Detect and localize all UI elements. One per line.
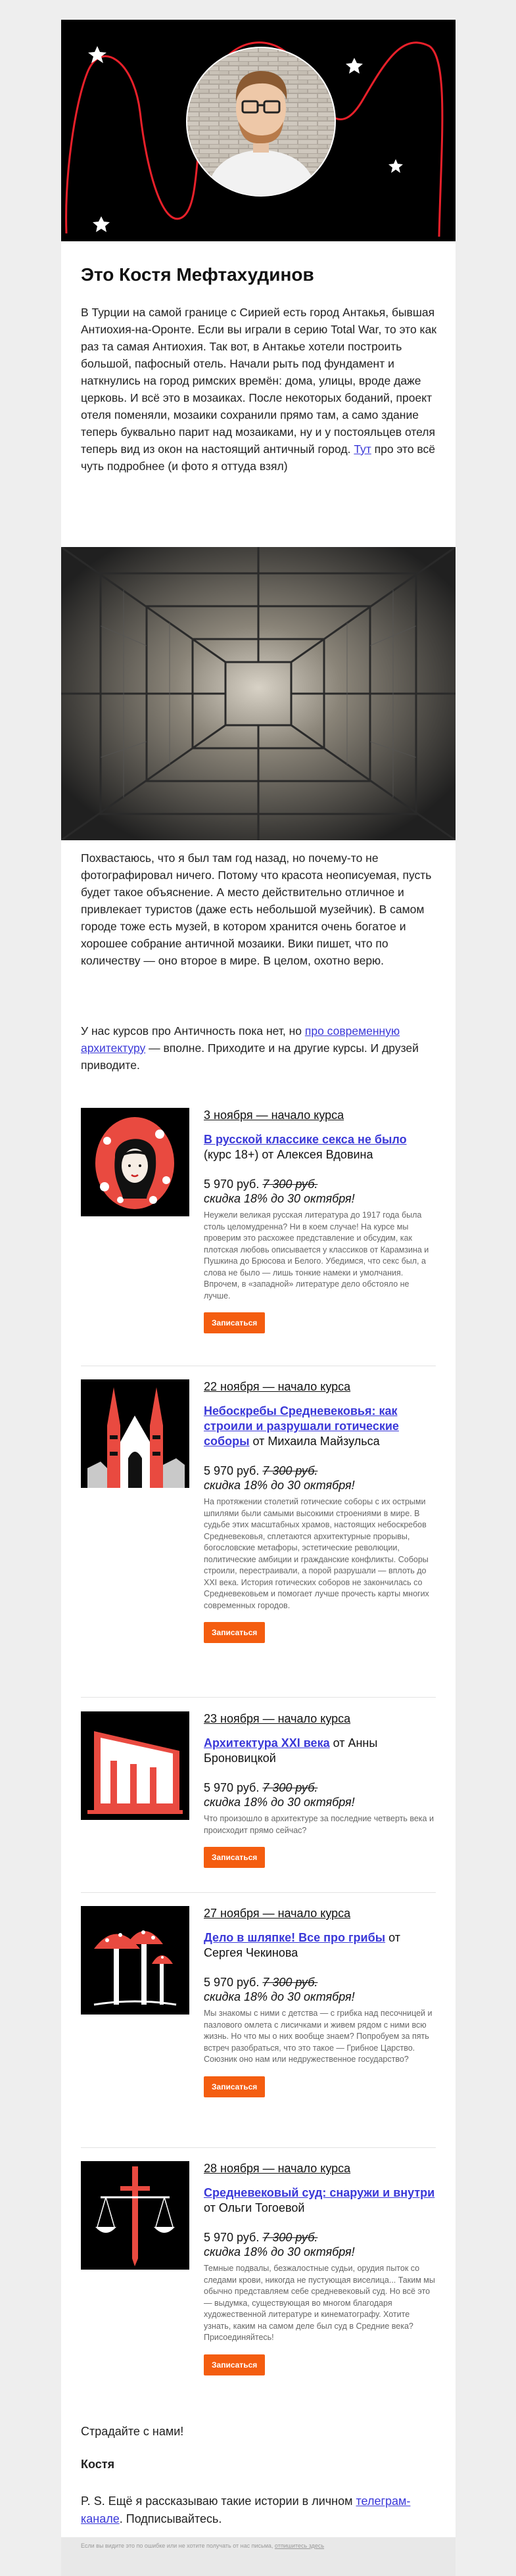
intro-paragraph	[81, 304, 439, 475]
woman-portrait-illustration-icon	[81, 1108, 189, 1216]
course-title	[204, 1736, 436, 1766]
price-current: 5 970 руб.	[204, 1464, 260, 1477]
course-author: от Сергея Чекинова	[204, 1931, 400, 1959]
ps-after: . Подписывайтесь.	[119, 2512, 222, 2525]
price-old: 7 300 руб.	[262, 1976, 318, 1989]
gothic-cathedral-illustration-icon	[81, 1379, 189, 1488]
course-discount: скидка 18% до 30 октября!	[204, 1192, 355, 1205]
enroll-button[interactable]: Записаться	[204, 2076, 265, 2097]
course-discount: скидка 18% до 30 октября!	[204, 2245, 355, 2258]
enroll-button[interactable]: Записаться	[204, 1312, 265, 1333]
course-title-link[interactable]: Архитектура XXI века	[204, 1736, 330, 1750]
divider	[81, 1697, 436, 1698]
price-old: 7 300 руб.	[262, 2231, 318, 2244]
courses-intro-after: — вполне. Приходите и на другие курсы. И друзей приводите.	[81, 1041, 419, 1072]
footer	[61, 2537, 456, 2576]
enroll-button[interactable]: Записаться	[204, 2354, 265, 2375]
price-current: 5 970 руб.	[204, 1178, 260, 1191]
course-title	[204, 1404, 436, 1449]
course-title-link[interactable]: В русской классике секса не было	[204, 1133, 407, 1146]
courses-intro-paragraph	[81, 1022, 439, 1074]
story-paragraph: Похвастаюсь, что я был там год назад, но почему-то не фотографировал ничего. Потому что красота неописуемая, пусть будет такое объяснение. А место действительно отличное и привлекает туристов (даже есть небольшой музейчик). В самом городе тоже есть музей, в котором хранится очень богатое и хорошее собрание античной мозаики. Вики пишет, что по количеству — оно второе в мире. В целом, охотно верю.	[81, 851, 432, 967]
course-discount: скидка 18% до 30 октября!	[204, 1990, 355, 2003]
enroll-button[interactable]: Записаться	[204, 1622, 265, 1643]
course-description: На протяжении столетий готические соборы с их острыми шпилями были самыми высокими строениями в мире. В судьбе этих масштабных храмов, настоящих небоскребов Средневековья, сплетаются архитектурные прорывы, богословские метафоры, эстетические революции, политические амбиции и гражданские конфликты. Соборы строили, перестраивали, а порой разрушали — вплоть до XXI века. История готических соборов не закончилась со Средневековьем и помогает лучше прочесть карты многих современных городов.	[204, 1497, 429, 1610]
course-price	[204, 1177, 436, 1191]
unsubscribe-link[interactable]: отпишитесь здесь	[274, 2542, 325, 2549]
email-body	[61, 20, 456, 2576]
course-description: Темные подвалы, безжалостные судьи, орудия пыток со следами крови, никогда не пустующая виселица... Таким мы обычно представляем себе средневековый суд. Но всё это — выдумка, существующая во многом благодаря художественной литературе и кинематографу. Хотите узнать, каким на самом деле был суд в Средние века? Присоединяйтесь!	[204, 2264, 435, 2342]
page-title: Это Костя Мефтахудинов	[81, 264, 314, 285]
price-old: 7 300 руб.	[262, 1781, 318, 1794]
divider	[81, 1892, 436, 1893]
header-illustration	[61, 20, 456, 241]
unsubscribe-note	[81, 2542, 324, 2549]
closing-line: Страдайте с нами!	[81, 2425, 184, 2438]
course-date: 23 ноября — начало курса	[204, 1712, 351, 1725]
price-current: 5 970 руб.	[204, 2231, 260, 2244]
enroll-button[interactable]: Записаться	[204, 1847, 265, 1868]
course-price	[204, 1464, 436, 1478]
course-title	[204, 1132, 436, 1162]
course-title-link[interactable]: Средневековый суд: снаружи и внутри	[204, 2186, 435, 2199]
course-description: Что произошло в архитектуре за последние четверть века и происходит прямо сейчас?	[204, 1814, 434, 1835]
course-price	[204, 1780, 436, 1795]
course-discount: скидка 18% до 30 октября!	[204, 1796, 355, 1809]
course-title	[204, 2185, 436, 2216]
telegram-channel-link[interactable]: телеграм-канале	[81, 2494, 411, 2525]
course-author: (курс 18+) от Алексея Вдовина	[204, 1148, 373, 1161]
course-title-link[interactable]: Небоскребы Средневековья: как строили и разрушали готические соборы	[204, 1404, 399, 1448]
price-current: 5 970 руб.	[204, 1976, 260, 1989]
course-date: 22 ноября — начало курса	[204, 1380, 351, 1393]
course-description: Неужели великая русская литература до 1917 года была столь целомудренна? Ни в коем случае! На курсе мы проверим это расхожее представление и обсудим, как плотская любовь описывается у классиков от Карамзина и Пушкина до Брюсова и Белого. Убедимся, что секс был, а слова не было — лишь тонкие намеки и умолчания. Впрочем, в «западной» литературе дело обстояло не лучше.	[204, 1210, 429, 1300]
modern-architecture-illustration-icon	[81, 1711, 189, 1820]
portrait-with-red-line-and-stars-icon	[61, 20, 456, 241]
scales-and-sword-illustration-icon	[81, 2161, 189, 2270]
course-date: 3 ноября — начало курса	[204, 1109, 344, 1122]
courses-intro-before: У нас курсов про Античность пока нет, но	[81, 1024, 305, 1038]
price-old: 7 300 руб.	[262, 1178, 318, 1191]
modern-architecture-link[interactable]: про современную архитектуру	[81, 1024, 400, 1055]
hotel-interior-photo	[61, 547, 456, 840]
ps-paragraph	[81, 2493, 439, 2528]
price-old: 7 300 руб.	[262, 1464, 318, 1477]
price-current: 5 970 руб.	[204, 1781, 260, 1794]
course-price	[204, 2230, 436, 2245]
course-date: 27 ноября — начало курса	[204, 1907, 351, 1920]
ps-before: P. S. Ещё я рассказываю такие истории в личном	[81, 2494, 356, 2508]
course-price	[204, 1975, 436, 1990]
divider	[81, 2147, 436, 2148]
course-date: 28 ноября — начало курса	[204, 2162, 351, 2175]
intro-link[interactable]: Тут	[354, 442, 371, 456]
course-author: от Михаила Майзульса	[249, 1435, 380, 1448]
course-author: от Ольги Тогоевой	[204, 2201, 305, 2214]
course-discount: скидка 18% до 30 октября!	[204, 1479, 355, 1492]
course-title-link[interactable]: Дело в шляпке! Все про грибы	[204, 1931, 386, 1944]
hotel-interior-photo-icon	[61, 547, 456, 840]
signature: Костя	[81, 2458, 115, 2471]
course-title	[204, 1930, 436, 1961]
intro-text: В Турции на самой границе с Сирией есть город Антакья, бывшая Антиохия-на-Оронте. Если вы играли в серию Total War, то это как раз та самая Антиохия. Так вот, в Антакье хотели построить большой, пафосный отель. Начали рыть под фундамент и наткнулись на город римских времён: дома, улицы, вроде даже церковь. И всё это в мозаиках. После некоторых боданий, проект отеля поменяли, мозаики сохранили прямо там, а само здание теперь буквально парит над мозаиками, ну и у постояльцев отеля теперь вид из окон на настоящий античный город.	[81, 306, 436, 456]
course-author: от Анны Броновицкой	[204, 1736, 378, 1765]
mushrooms-illustration-icon	[81, 1906, 189, 2015]
unsubscribe-text: Если вы видите это по ошибке или не хотите получать от нас письма,	[81, 2542, 275, 2549]
intro-after-link: про это всё чуть подробнее (и фото я оттуда взял)	[81, 442, 436, 473]
course-description: Мы знакомы с ними с детства — с грибка над песочницей и пазлового омлета с лисичками и живем рядом с ними всю жизнь. Но что мы о них вообще знаем? Попробуем за пять встреч разобраться, что это такое — Грибное Царство. Союзник оно нам или недружественное государство?	[204, 2009, 433, 2064]
